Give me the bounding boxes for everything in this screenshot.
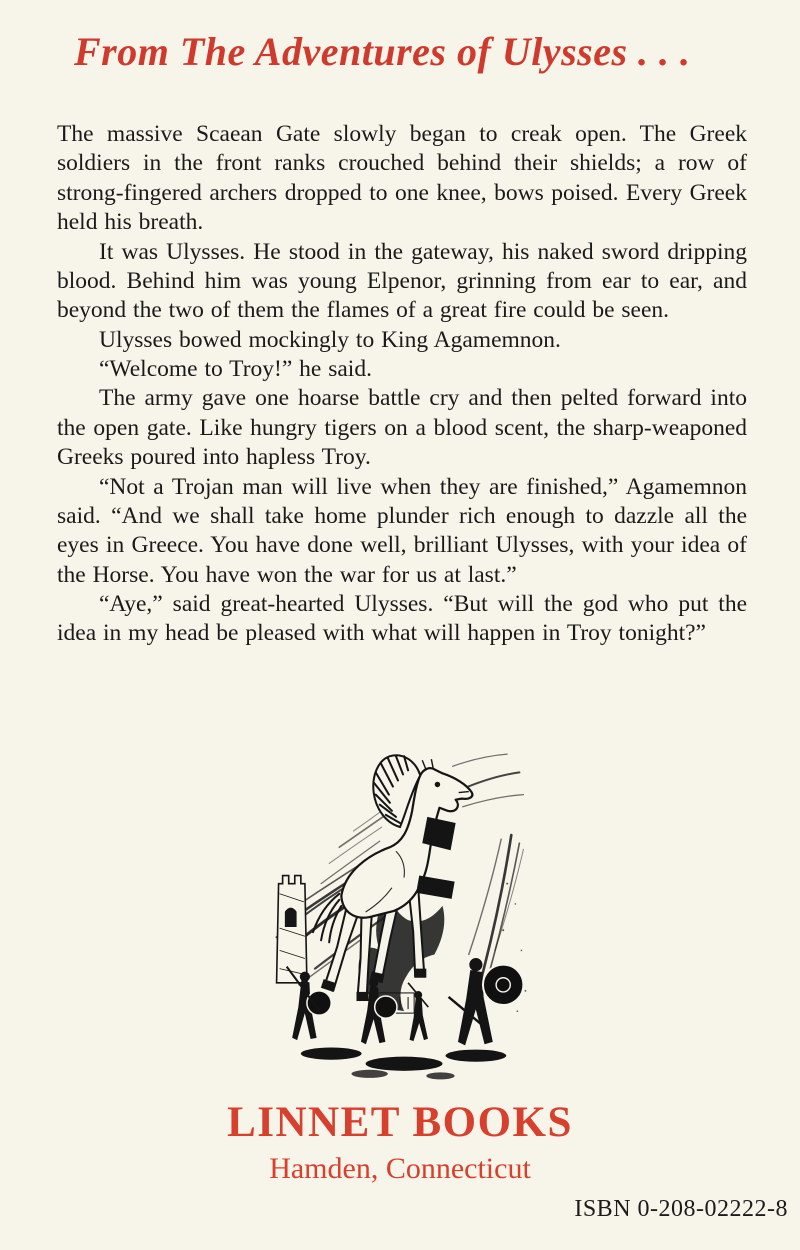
excerpt-paragraph: The army gave one hoarse battle cry and then pelted forward into the open gate. Like hungry tigers on a blood scent, the sharp-weaponed Greeks poured into hapless Troy. (57, 385, 747, 471)
publisher-block (0, 1098, 800, 1186)
excerpt-paragraph: It was Ulysses. He stood in the gateway, his naked sword dripping blood. Behind him was young Elpenor, grinning from ear to ear, and beyond the two of them the flames of a great fire could be seen. (57, 238, 747, 324)
excerpt-text-block (57, 120, 747, 649)
excerpt-paragraph: “Welcome to Troy!” he said. (99, 356, 372, 382)
publisher-name: LINNET BOOKS (227, 1099, 573, 1146)
excerpt-paragraph: The massive Scaean Gate slowly began to creak open. The Greek soldiers in the front ranks crouched behind their shields; a row of strong-fingered archers dropped to one knee, bows poised. Every Greek held his breath. (57, 121, 747, 236)
publisher-location: Hamden, Connecticut (269, 1152, 531, 1185)
excerpt-paragraph: “Not a Trojan man will live when they are finished,” Agamemnon said. “And we shall take home plunder rich enough to dazzle all the eyes in Greece. You have done well, brilliant Ulysses, with your idea of the Horse. You have won the war for us at last.” (57, 473, 747, 588)
page-title: From The Adventures of Ulysses . . . (74, 29, 691, 74)
excerpt-paragraph: Ulysses bowed mockingly to King Agamemnon. (99, 326, 561, 353)
excerpt-paragraph: “Aye,” said great-hearted Ulysses. “But will the god who put the idea in my head be pleased with what will happen in Troy tonight?” (57, 591, 747, 647)
trojan-horse-illustration (266, 742, 534, 1086)
isbn-number: ISBN 0-208-02222-8 (574, 1196, 788, 1222)
